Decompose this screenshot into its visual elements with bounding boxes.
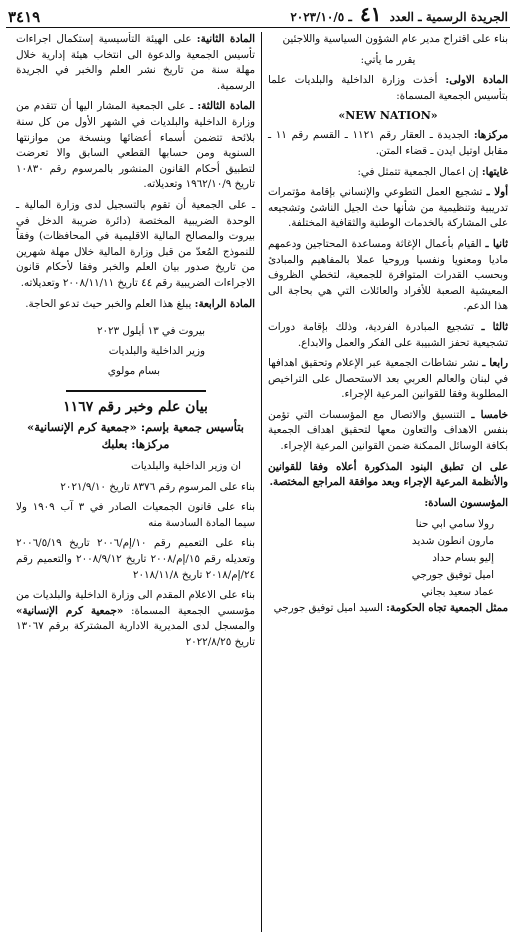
founders-label: المؤسسون السادة: (424, 496, 508, 509)
article-3-label: المادة الثالثة: (197, 100, 255, 113)
goal-1-text: تشجيع العمل التطوعي والإنساني بإقامة مؤتمرات تدريبية وتنظيمية من شأنها حث الجيل الناشئ وتشجيعه على المشاركة بالخدمات الوطنية والثقافية المختلفة. (268, 186, 508, 230)
signature-date: بيروت في ١٣ أيلول ٢٠٢٣ (96, 325, 205, 338)
notification-association: «جمعية كرم الإنسانية» (16, 604, 124, 617)
issue-date: ـ ٢٠٢٣/١٠/٥ (290, 10, 352, 24)
headquarters-text: الجديدة ـ العقار رقم ١١٢١ ـ القسم رقم ١١ ـ مقابل اوتيل ايدن ـ قضاء المتن. (268, 129, 508, 157)
article-2 (16, 32, 255, 94)
goal-2 (268, 237, 508, 315)
section-divider (66, 390, 206, 392)
issue-number: ٤١ (360, 2, 382, 26)
basis-decree: بناء على المرسوم رقم ٨٣٧٦ تاريخ ٢٠٢١/٩/١٠ (60, 480, 255, 493)
article-3 (16, 99, 255, 193)
columns (6, 32, 510, 932)
association-name: «NEW NATION» (338, 109, 438, 123)
right-column (262, 32, 510, 932)
article-1 (268, 73, 508, 104)
left-column (14, 32, 262, 932)
goals-text: إن اعمال الجمعية تتمثل في: (357, 165, 482, 178)
announcement-association: بتأسيس جمعية بإسم: «جمعية كرم الإنسانية» (27, 420, 244, 435)
representative-label: ممثل الجمعية تجاه الحكومة: (386, 602, 508, 615)
compliance-clause: على ان تطبق البنود المذكورة أعلاه وفقا للقوانين والأنظمة المرعية الإجراء وبعد موافقة المراجع المختصة. (268, 460, 508, 489)
article-4-text: يبلغ هذا العلم والخبر حيث تدعو الحاجة. (25, 297, 195, 310)
founder-item: إليو بسام حداد (432, 552, 494, 565)
article-2-text: على الهيئة التأسيسية إستكمال اجراءات تأسيس الجمعية والدعوة الى انتخاب هيئة إدارية خلال مهلة سنة من تاريخ نشر العلم والخبر في الجريدة الرسمية. (16, 33, 255, 92)
goal-5-text: التنسيق والاتصال مع المؤسسات التي تؤمن بنفس الاهداف والتعاون معها لتحقيق اهداف الجمعية بكافة الوسائل الممكنة ضمن القوانين المرعية الإجراء. (268, 408, 508, 453)
minister-line: ان وزير الداخلية والبلديات (131, 460, 241, 473)
goal-5-label: خامسا ـ (471, 408, 508, 421)
announcement-headquarters: مركزها: بعلبك (101, 437, 170, 452)
signature-title: وزير الداخلية والبلديات (108, 345, 205, 358)
goal-1-label: أولا ـ (486, 186, 508, 199)
founders-list (268, 516, 508, 601)
article-1-label: المادة الاولى: (445, 74, 508, 87)
government-representative (268, 601, 508, 617)
goals-label: غايتها: (481, 165, 508, 178)
goal-2-label: ثانيا ـ (485, 237, 508, 250)
announcement-title: بيان علم وخبر رقم ١١٦٧ (63, 399, 208, 416)
article-3-tax-registration: ـ على الجمعية أن تقوم بالتسجيل لدى وزارة المالية ـ الوحدة الضريبية المختصة (دائرة ضريبة الدخل في بيروت والمصالح المالية الاقليمية في المحافظات) وفقاً للنموذج المُعدّ من قبل وزارة المالية خلال مهلة شهرين من تاريخ صدور بيان العلم والخبر وفقا لأحكام قانون الاجراءات الضريبية رقم ٤٤ تاريخ ٢٠٠٨/١١/١١ وتعديلاته. (16, 198, 255, 289)
headquarters (268, 128, 508, 159)
page-header (6, 0, 510, 28)
notification-text: بناء على الاعلام المقدم الى وزارة الداخلية والبلديات من مؤسسي الجمعية المسماة: (16, 589, 255, 617)
preamble-proposal: بناء على اقتراح مدير عام الشؤون السياسية واللاجئين (282, 33, 508, 45)
representative-name: السيد اميل توفيق جورجي (273, 602, 387, 615)
goal-4 (268, 356, 508, 403)
article-4 (16, 297, 255, 313)
article-3-text: ـ على الجمعية المشار اليها أن تتقدم من وزارة الداخلية والبلديات في الشهر الأول من كل سنة بلائحة تتضمن أسماء أعضائها وبنسخة من موازنتها السنوية ومن حسابها القطعي السابق والا تعرضت لتطبيق أحكام القانون المنشور بالمرسوم رقم ١٠٨٣٠ تاريخ ١٩٦٢/١٠/٩ وتعديلاته. (16, 100, 255, 191)
goal-3 (268, 320, 508, 351)
goal-3-label: ثالثا ـ (481, 320, 508, 333)
signature-name: بسام مولوي (107, 365, 160, 378)
journal-title (290, 2, 508, 26)
founder-item: رولا سامي ابي حنا (415, 518, 494, 531)
founder-item: اميل توفيق جورجي (411, 569, 494, 582)
basis-notification (16, 588, 255, 650)
decides-line: يقرر ما يأتي: (360, 53, 416, 66)
article-2-label: المادة الثانية: (196, 33, 255, 45)
founder-item: مارون انطون شديد (411, 535, 494, 548)
goal-2-text: القيام بأعمال الإغاثة ومساعدة المحتاجين ودعمهم ماديا ومعنويا ونفسيا وروحيا عملا بالمفاهيم والمبادئ وبحسب القدرات المتوافرة للجمعية، لتخطي الظروف المعيشية الصعبة للأفراد والعائلات التي هي بحاجة الى هذا الدعم. (268, 237, 508, 313)
basis-law: بناء على قانون الجمعيات الصادر في ٣ آب ١٩٠٩ ولا سيما المادة السادسة منه (16, 501, 255, 529)
notification-tail: والمسجل لدى المديرية الادارية المشتركة برقم ١٣٠٦٧ تاريخ ٢٠٢٢/٨/٢٥ (16, 620, 255, 649)
journal-name: الجريدة الرسمية ـ العدد (389, 10, 508, 24)
basis-circulars: بناء على التعميم رقم ١٠/إم/٢٠٠٦ تاريخ ٢٠٠٦/٥/١٩ وتعديله رقم ١٥/إم/٢٠٠٨ تاريخ ٢٠٠٨/٩/١٢ والتعميم رقم ٢٤/إم/٢٠١٨ تاريخ ٢٠١٨/١١/٨ (16, 537, 255, 581)
goal-1 (268, 185, 508, 232)
article-4-label: المادة الرابعة: (194, 297, 255, 310)
goal-3-text: تشجيع المبادرة الفردية، وذلك بإقامة دورات تشجيعية تحفز الشبيبة على الفكر والعمل والابداع. (268, 320, 508, 349)
goal-4-label: رابعا ـ (482, 357, 508, 370)
goal-4-text: نشر نشاطات الجمعية عبر الإعلام وتحقيق اهدافها في لبنان والعالم العربي بعد الاستحصال على التراخيص المطلوبة وفقا للقوانين المرعية الإجراء. (268, 357, 508, 401)
headquarters-label: مركزها: (473, 129, 508, 142)
article-1-text: أخذت وزارة الداخلية والبلديات علما بتأسيس الجمعية المسماة: (268, 74, 508, 102)
goals (268, 165, 508, 181)
page-number: ٣٤١٩ (8, 8, 41, 26)
goal-5 (268, 408, 508, 455)
founder-item: عماد سعيد بجاني (421, 586, 494, 599)
